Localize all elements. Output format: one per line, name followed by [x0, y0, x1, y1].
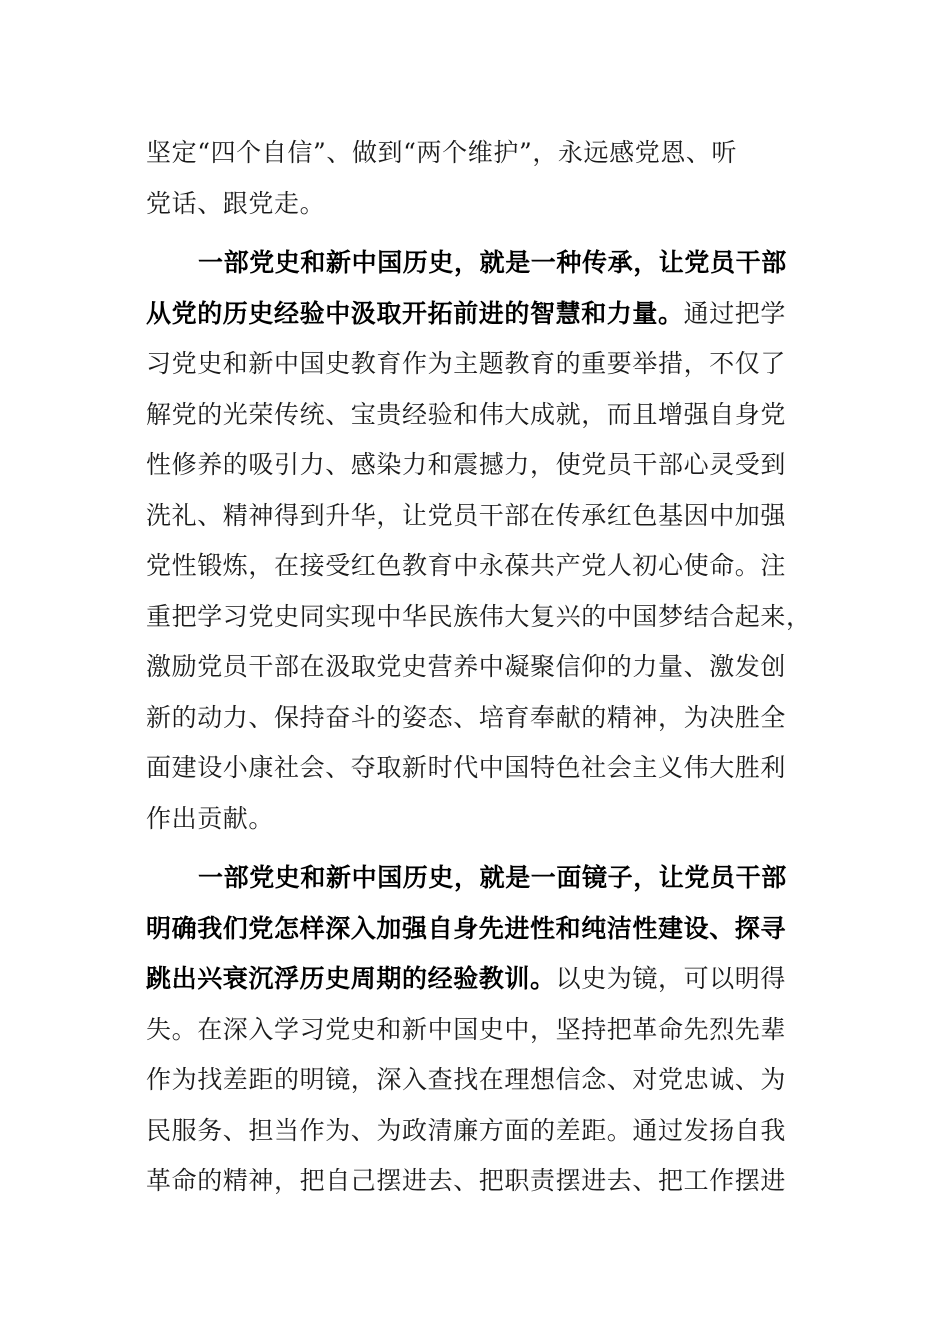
- text-line: [146, 904, 796, 955]
- text-line: [146, 592, 812, 643]
- paragraph-gap: [146, 844, 796, 853]
- body-text: 面建设小康社会、夺取新时代中国特色社会主义伟大胜利: [146, 753, 787, 782]
- bold-heading-text: 一部党史和新中国历史，就是一面镜子，让党员干部: [198, 863, 787, 892]
- text-line: [146, 693, 796, 744]
- text-line: [146, 1005, 796, 1056]
- body-text: 失。在深入学习党史和新中国史中，坚持把革命先烈先辈: [146, 1014, 787, 1044]
- body-text: 重把学习党史同实现中华民族伟大复兴的中国梦结合起来，: [146, 601, 812, 631]
- paragraph-gap: [146, 229, 796, 238]
- bold-heading-text: 从党的历史经验中汲取开拓前进的智慧和力量。: [146, 298, 684, 328]
- text-line: [146, 954, 796, 1005]
- paragraph: [146, 238, 812, 844]
- text-line: [146, 1106, 796, 1157]
- text-line: [146, 1156, 796, 1207]
- body-text: 作为找差距的明镜，深入查找在理想信念、对党忠诚、为: [146, 1065, 787, 1094]
- text-line: [146, 853, 796, 904]
- body-text: 习党史和新中国史教育作为主题教育的重要举措，不仅了: [146, 349, 787, 378]
- text-line: [146, 794, 796, 845]
- document-body: [146, 128, 812, 1207]
- body-text: 作出贡献。: [146, 803, 275, 833]
- body-text: 洗礼、精神得到升华，让党员干部在传承红色基因中加强: [146, 500, 787, 530]
- body-text: 激励党员干部在汲取党史营养中凝聚信仰的力量、激发创: [146, 652, 787, 681]
- body-text: 性修养的吸引力、感染力和震撼力，使党员干部心灵受到: [146, 450, 787, 479]
- body-text: 通过把学: [683, 298, 787, 328]
- text-line: [146, 238, 796, 289]
- bold-heading-text: 明确我们党怎样深入加强自身先进性和纯洁性建设、探寻: [146, 913, 787, 943]
- body-text: 以史为镜，可以明得: [555, 964, 787, 993]
- document-page: [146, 128, 812, 1207]
- text-line: [146, 491, 796, 542]
- text-line: [146, 289, 796, 340]
- body-text: 新的动力、保持奋斗的姿态、培育奉献的精神，为决胜全: [146, 702, 787, 732]
- text-line: [146, 541, 796, 592]
- body-text: 解党的光荣传统、宝贵经验和伟大成就，而且增强自身党: [146, 399, 787, 429]
- bold-heading-text: 一部党史和新中国历史，就是一种传承，让党员干部: [198, 248, 787, 277]
- text-line: [146, 390, 796, 441]
- bold-heading-text: 跳出兴衰沉浮历史周期的经验教训。: [146, 964, 556, 993]
- body-text: 革命的精神，把自己摆进去、把职责摆进去、把工作摆进: [146, 1166, 787, 1195]
- text-line: [146, 440, 796, 491]
- text-line: [146, 339, 796, 390]
- paragraph: [146, 128, 796, 229]
- body-text: 党话、跟党走。: [146, 188, 326, 218]
- text-line: [146, 743, 796, 794]
- body-text: 坚定“四个自信”、做到“两个维护”，永远感党恩、听: [146, 138, 738, 167]
- text-line: [146, 179, 796, 230]
- text-line: [146, 1055, 796, 1106]
- body-text: 党性锻炼，在接受红色教育中永葆共产党人初心使命。注: [146, 551, 787, 580]
- body-text: 民服务、担当作为、为政清廉方面的差距。通过发扬自我: [146, 1115, 787, 1145]
- text-line: [146, 642, 796, 693]
- text-line: [146, 128, 796, 179]
- paragraph: [146, 853, 796, 1207]
